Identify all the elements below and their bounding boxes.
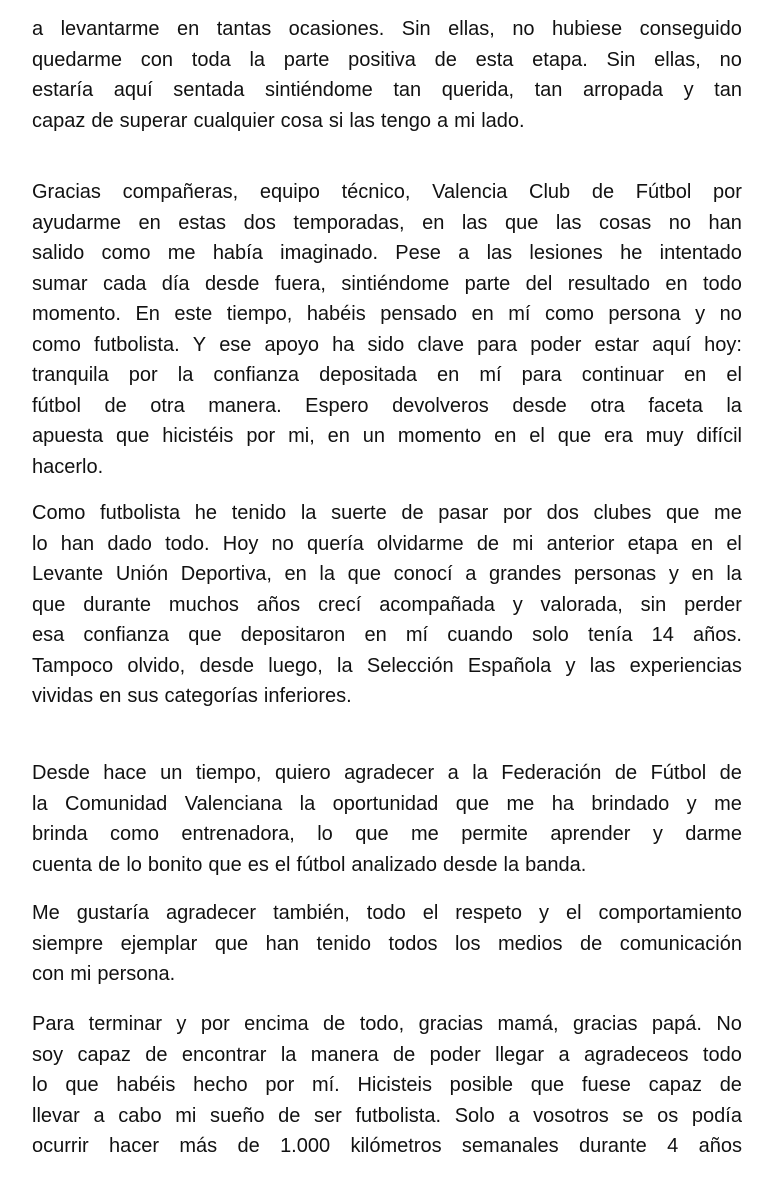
text-line: fútbol de otra manera. Espero devolveros desde otra faceta la (32, 394, 742, 417)
text-line: llevar a cabo mi sueño de ser futbolista. Solo a vosotros se os podía (32, 1104, 742, 1127)
text-line: capaz de superar cualquier cosa si las tengo a mi lado. (32, 109, 525, 132)
text-line: ocurrir hacer más de 1.000 kilómetros semanales durante 4 años (32, 1135, 742, 1157)
text-line: sumar cada día desde fuera, sintiéndome parte del resultado en todo (32, 272, 742, 295)
text-line: esa confianza que depositaron en mí cuando solo tenía 14 años. (32, 624, 742, 646)
text-line: como futbolista. Y ese apoyo ha sido clave para poder estar aquí hoy: (32, 333, 742, 356)
text-line: estaría aquí sentada sintiéndome tan querida, tan arropada y tan (32, 79, 742, 101)
text-line: lo que habéis hecho por mí. Hicisteis posible que fuese capaz de (32, 1074, 742, 1096)
text-line: siempre ejemplar que han tenido todos los medios de comunicación (32, 932, 742, 955)
text-line: Para terminar y por encima de todo, gracias mamá, gracias papá. No (32, 1013, 742, 1035)
text-line: Gracias compañeras, equipo técnico, Valencia Club de Fútbol por (32, 181, 742, 203)
text-line: lo han dado todo. Hoy no quería olvidarme de mi anterior etapa en el (32, 532, 742, 555)
paragraph (32, 14, 742, 136)
paragraph (32, 758, 742, 880)
text-line: cuenta de lo bonito que es el fútbol analizado desde la banda. (32, 853, 587, 876)
text-line: la Comunidad Valenciana la oportunidad que me ha brindado y me (32, 792, 742, 815)
paragraph (32, 898, 742, 990)
text-line: Levante Unión Deportiva, en la que conocí a grandes personas y en la (32, 563, 742, 585)
text-line: a levantarme en tantas ocasiones. Sin ellas, no hubiese conseguido (32, 18, 742, 40)
text-line: Me gustaría agradecer también, todo el respeto y el comportamiento (32, 902, 742, 924)
text-line: que durante muchos años crecí acompañada y valorada, sin perder (32, 593, 742, 616)
text-line: brinda como entrenadora, lo que me permite aprender y darme (32, 823, 742, 845)
text-line: apuesta que hicistéis por mi, en un momento en el que era muy difícil (32, 425, 742, 447)
text-line: Como futbolista he tenido la suerte de pasar por dos clubes que me (32, 502, 742, 524)
text-line: momento. En este tiempo, habéis pensado en mí como persona y no (32, 303, 742, 325)
paragraph (32, 1009, 742, 1162)
paragraph (32, 498, 742, 712)
text-line: salido como me había imaginado. Pese a las lesiones he intentado (32, 242, 742, 264)
text-line: ayudarme en estas dos temporadas, en las que las cosas no han (32, 211, 742, 234)
text-line: soy capaz de encontrar la manera de poder llegar a agradeceos todo (32, 1043, 742, 1066)
text-line: Desde hace un tiempo, quiero agradecer a la Federación de Fútbol de (32, 762, 742, 784)
text-line: hacerlo. (32, 455, 104, 478)
text-line: vividas en sus categorías inferiores. (32, 685, 352, 707)
text-line: tranquila por la confianza depositada en mí para continuar en el (32, 364, 742, 386)
paragraph (32, 177, 742, 482)
text-line: quedarme con toda la parte positiva de esta etapa. Sin ellas, no (32, 48, 742, 71)
text-line: Tampoco olvido, desde luego, la Selección Española y las experiencias (32, 654, 742, 677)
text-line: con mi persona. (32, 963, 176, 985)
